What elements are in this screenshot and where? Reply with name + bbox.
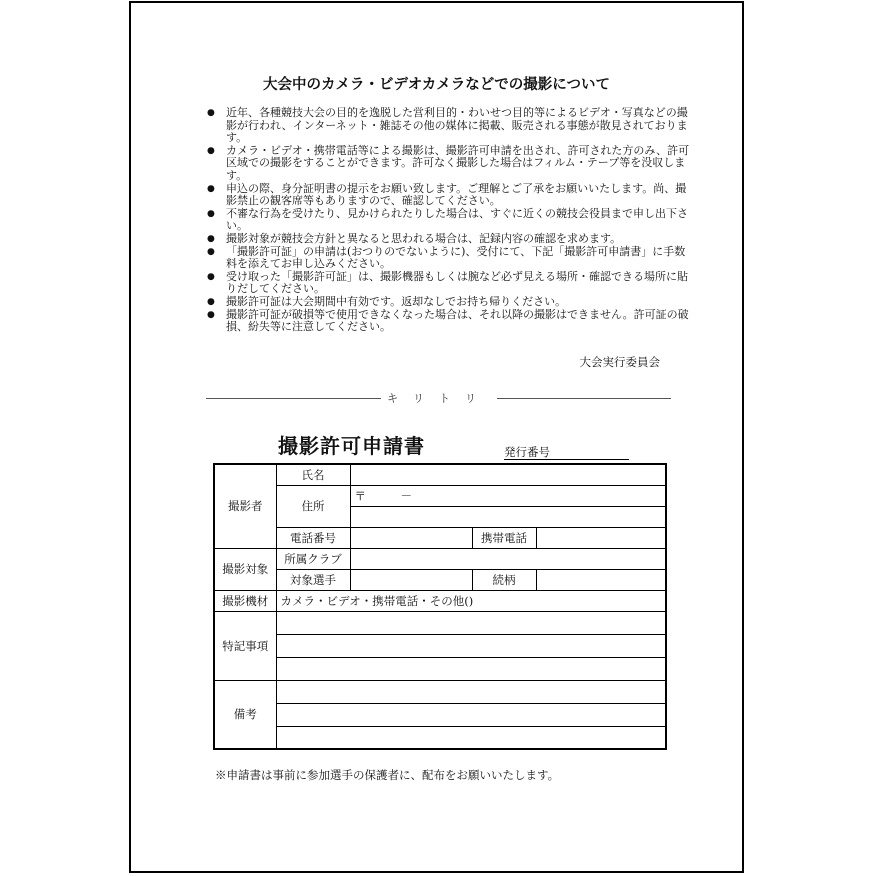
organizer-signature: 大会実行委員会 (579, 355, 660, 369)
notice-item: ● 「撮影許可証」の申請は(おつりのでないように)、受付にて、下記「撮影許可申請書」に手数料を添えてお申し込みください。 (207, 246, 695, 271)
cut-line-label: キリトリ (381, 390, 497, 406)
mobile-label: 携帯電話 (472, 527, 536, 548)
special-notes-label: 特記事項 (214, 611, 276, 680)
club-label: 所属クラブ (276, 548, 350, 569)
club-field[interactable] (350, 548, 666, 569)
subject-label: 撮影対象 (214, 548, 276, 590)
notice-item: ● 近年、各種競技大会の目的を逸脱した営利目的・わいせつ目的等によるビデオ・写真などの撮影が行われ、インターネット・雑誌その他の媒体に掲載、販売される事態が散見されております。 (207, 107, 695, 145)
address-label: 住所 (276, 485, 350, 527)
target-player-label: 対象選手 (276, 569, 350, 590)
notice-item: ● 撮影許可証は大会期間中有効です。返却なしでお持ち帰りください。 (207, 296, 695, 309)
remarks-label: 備考 (214, 680, 276, 749)
footnote: ※申請書は事前に参加選手の保護者に、配布をお願いいたします。 (215, 768, 560, 782)
issue-number-field: 発行番号 (504, 445, 629, 460)
notice-title: 大会中のカメラ・ビデオカメラなどでの撮影について (263, 77, 610, 93)
application-form-table (213, 463, 667, 750)
notice-list (207, 107, 695, 334)
cut-line (206, 390, 671, 406)
document-page (129, 1, 744, 873)
notice-item: ● 不審な行為を受けたり、見かけられたりした場合は、すぐに近くの競技会役員まで申し出下さい。 (207, 208, 695, 233)
name-field[interactable] (350, 464, 666, 485)
special-notes-line[interactable] (276, 634, 666, 657)
name-label: 氏名 (276, 464, 350, 485)
special-notes-line[interactable] (276, 657, 666, 680)
special-notes-line[interactable] (276, 611, 666, 634)
address-field[interactable] (350, 506, 666, 527)
notice-item: ● 撮影対象が競技会方針と異なると思われる場合は、記録内容の確認を求めます。 (207, 233, 695, 246)
notice-item: ● カメラ・ビデオ・携帯電話等による撮影は、撮影許可申請を出され、許可された方のみ、許可区域での撮影をすることができます。許可なく撮影した場合はフィルム・テープ等を没収します。 (207, 145, 695, 183)
form-title: 撮影許可申請書 (278, 434, 425, 458)
remarks-line[interactable] (276, 703, 666, 726)
remarks-line[interactable] (276, 726, 666, 749)
relation-field[interactable] (536, 569, 666, 590)
relation-label: 続柄 (472, 569, 536, 590)
phone-label: 電話番号 (276, 527, 350, 548)
target-player-field[interactable] (350, 569, 472, 590)
equipment-label: 撮影機材 (214, 590, 276, 611)
photographer-label: 撮影者 (214, 464, 276, 548)
equipment-field[interactable]: カメラ・ビデオ・携帯電話・その他() (276, 590, 666, 611)
notice-item: ● 受け取った「撮影許可証」は、撮影機器もしくは腕など必ず見える場所・確認できる場所に貼りだしてください。 (207, 271, 695, 296)
mobile-field[interactable] (536, 527, 666, 548)
notice-item: ● 撮影許可証が破損等で使用できなくなった場合は、それ以降の撮影はできません。許可証の破損、紛失等に注意してください。 (207, 309, 695, 334)
postal-code-field[interactable]: 〒 － (350, 485, 666, 506)
remarks-line[interactable] (276, 680, 666, 703)
notice-item: ● 申込の際、身分証明書の提示をお願い致します。ご理解とご了承をお願いいたします。尚、撮影禁止の観客席等もありますので、確認してください。 (207, 183, 695, 208)
phone-field[interactable] (350, 527, 472, 548)
